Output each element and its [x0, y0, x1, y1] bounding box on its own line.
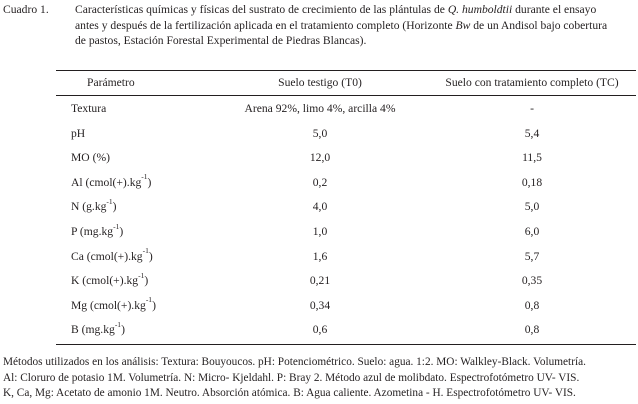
row-4-tc: 5,0	[524, 200, 540, 214]
row-8-param: Mg $(cmol(+).kg^{-1})$	[71, 295, 156, 312]
row-2-t0: 12,0	[309, 151, 331, 165]
header-param: Parámetro	[87, 76, 135, 89]
caption-label: Cuadro 1.	[3, 3, 49, 16]
row-5-t0: 1,0	[312, 225, 328, 238]
row-8-t0: 0,34	[309, 298, 331, 312]
notes-line-3: K, Ca, Mg: Acetato de amonio 1M. Neutro. Absorción atómica. B: Agua caliente. Azometina - H. Espectrofotómetro UV- VIS.	[3, 387, 576, 399]
row-8-tc: 0,8	[524, 298, 540, 312]
row-7-tc: 0,35	[521, 274, 543, 288]
caption-text	[75, 2, 637, 49]
row-9-tc: 0,8	[524, 323, 540, 337]
row-4-t0: 4,0	[312, 200, 328, 214]
row-2-param: MO (%)	[71, 151, 110, 165]
row-0-t0: Arena 92%, limo 4%, arcilla 4%	[244, 102, 396, 115]
row-4-param: N $(g.kg^{-1})$	[71, 197, 117, 214]
row-5-tc: 6,0	[524, 225, 540, 238]
table-bottom-rule	[56, 344, 636, 345]
horizon-name: Bw	[455, 18, 471, 32]
caption-line-3: de pastos, Estación Forestal Experimental de Piedras Blancas).	[75, 34, 367, 47]
species-name: Q. humboldtii	[447, 3, 513, 16]
row-6-tc: 5,7	[524, 249, 540, 263]
methods-notes	[3, 355, 636, 402]
row-7-param: K $(cmol(+).kg^{-1})$	[71, 270, 149, 288]
notes-line-2: Al: Cloruro de potasio 1M. Volumetría. N: Micro- Kjeldahl. P: Bray 2. Método azul de molibdato. Espectrofotómetro UV- VIS.	[3, 371, 580, 384]
header-t0: Suelo testigo (T0)	[278, 76, 362, 89]
row-3-param: Al $(cmol(+).kg^{-1})$	[71, 172, 152, 189]
row-5-param: P $(mg.kg^{-1})$	[71, 221, 124, 238]
table-top-rule	[56, 70, 636, 71]
row-7-t0: 0,21	[309, 274, 331, 288]
caption-line-1: Características químicas y físicas del sustrato de crecimiento de las plántulas de Q. humboldtii durante el ensayo	[75, 3, 597, 16]
caption-line-2: antes y después de la fertilización aplicada en el tratamiento completo (Horizonte Bw de un Andisol bajo cobertura	[75, 18, 608, 32]
row-9-t0: 0,6	[312, 323, 328, 337]
row-0-tc: -	[530, 102, 534, 115]
row-9-param: B $(mg.kg^{-1})$	[71, 320, 125, 337]
row-1-t0: 5,0	[312, 126, 328, 140]
row-1-param: pH	[71, 126, 86, 140]
row-3-t0: 0,2	[312, 175, 328, 189]
row-1-tc: 5,4	[524, 126, 540, 140]
row-0-param: Textura	[71, 102, 107, 115]
row-2-tc: 11,5	[522, 151, 542, 165]
table-header-rule	[56, 95, 636, 96]
header-tc: Suelo con tratamiento completo (TC)	[445, 76, 619, 89]
row-6-param: Ca $(cmol(+).kg^{-1})$	[71, 246, 153, 263]
row-3-tc: 0,18	[521, 175, 543, 189]
notes-line-1: Métodos utilizados en los análisis: Textura: Bouyoucos. pH: Potenciométrico. Suelo: agua. 1:2. MO: Walkley-Black. Volumetría.	[3, 356, 586, 368]
row-6-t0: 1,6	[312, 249, 328, 263]
